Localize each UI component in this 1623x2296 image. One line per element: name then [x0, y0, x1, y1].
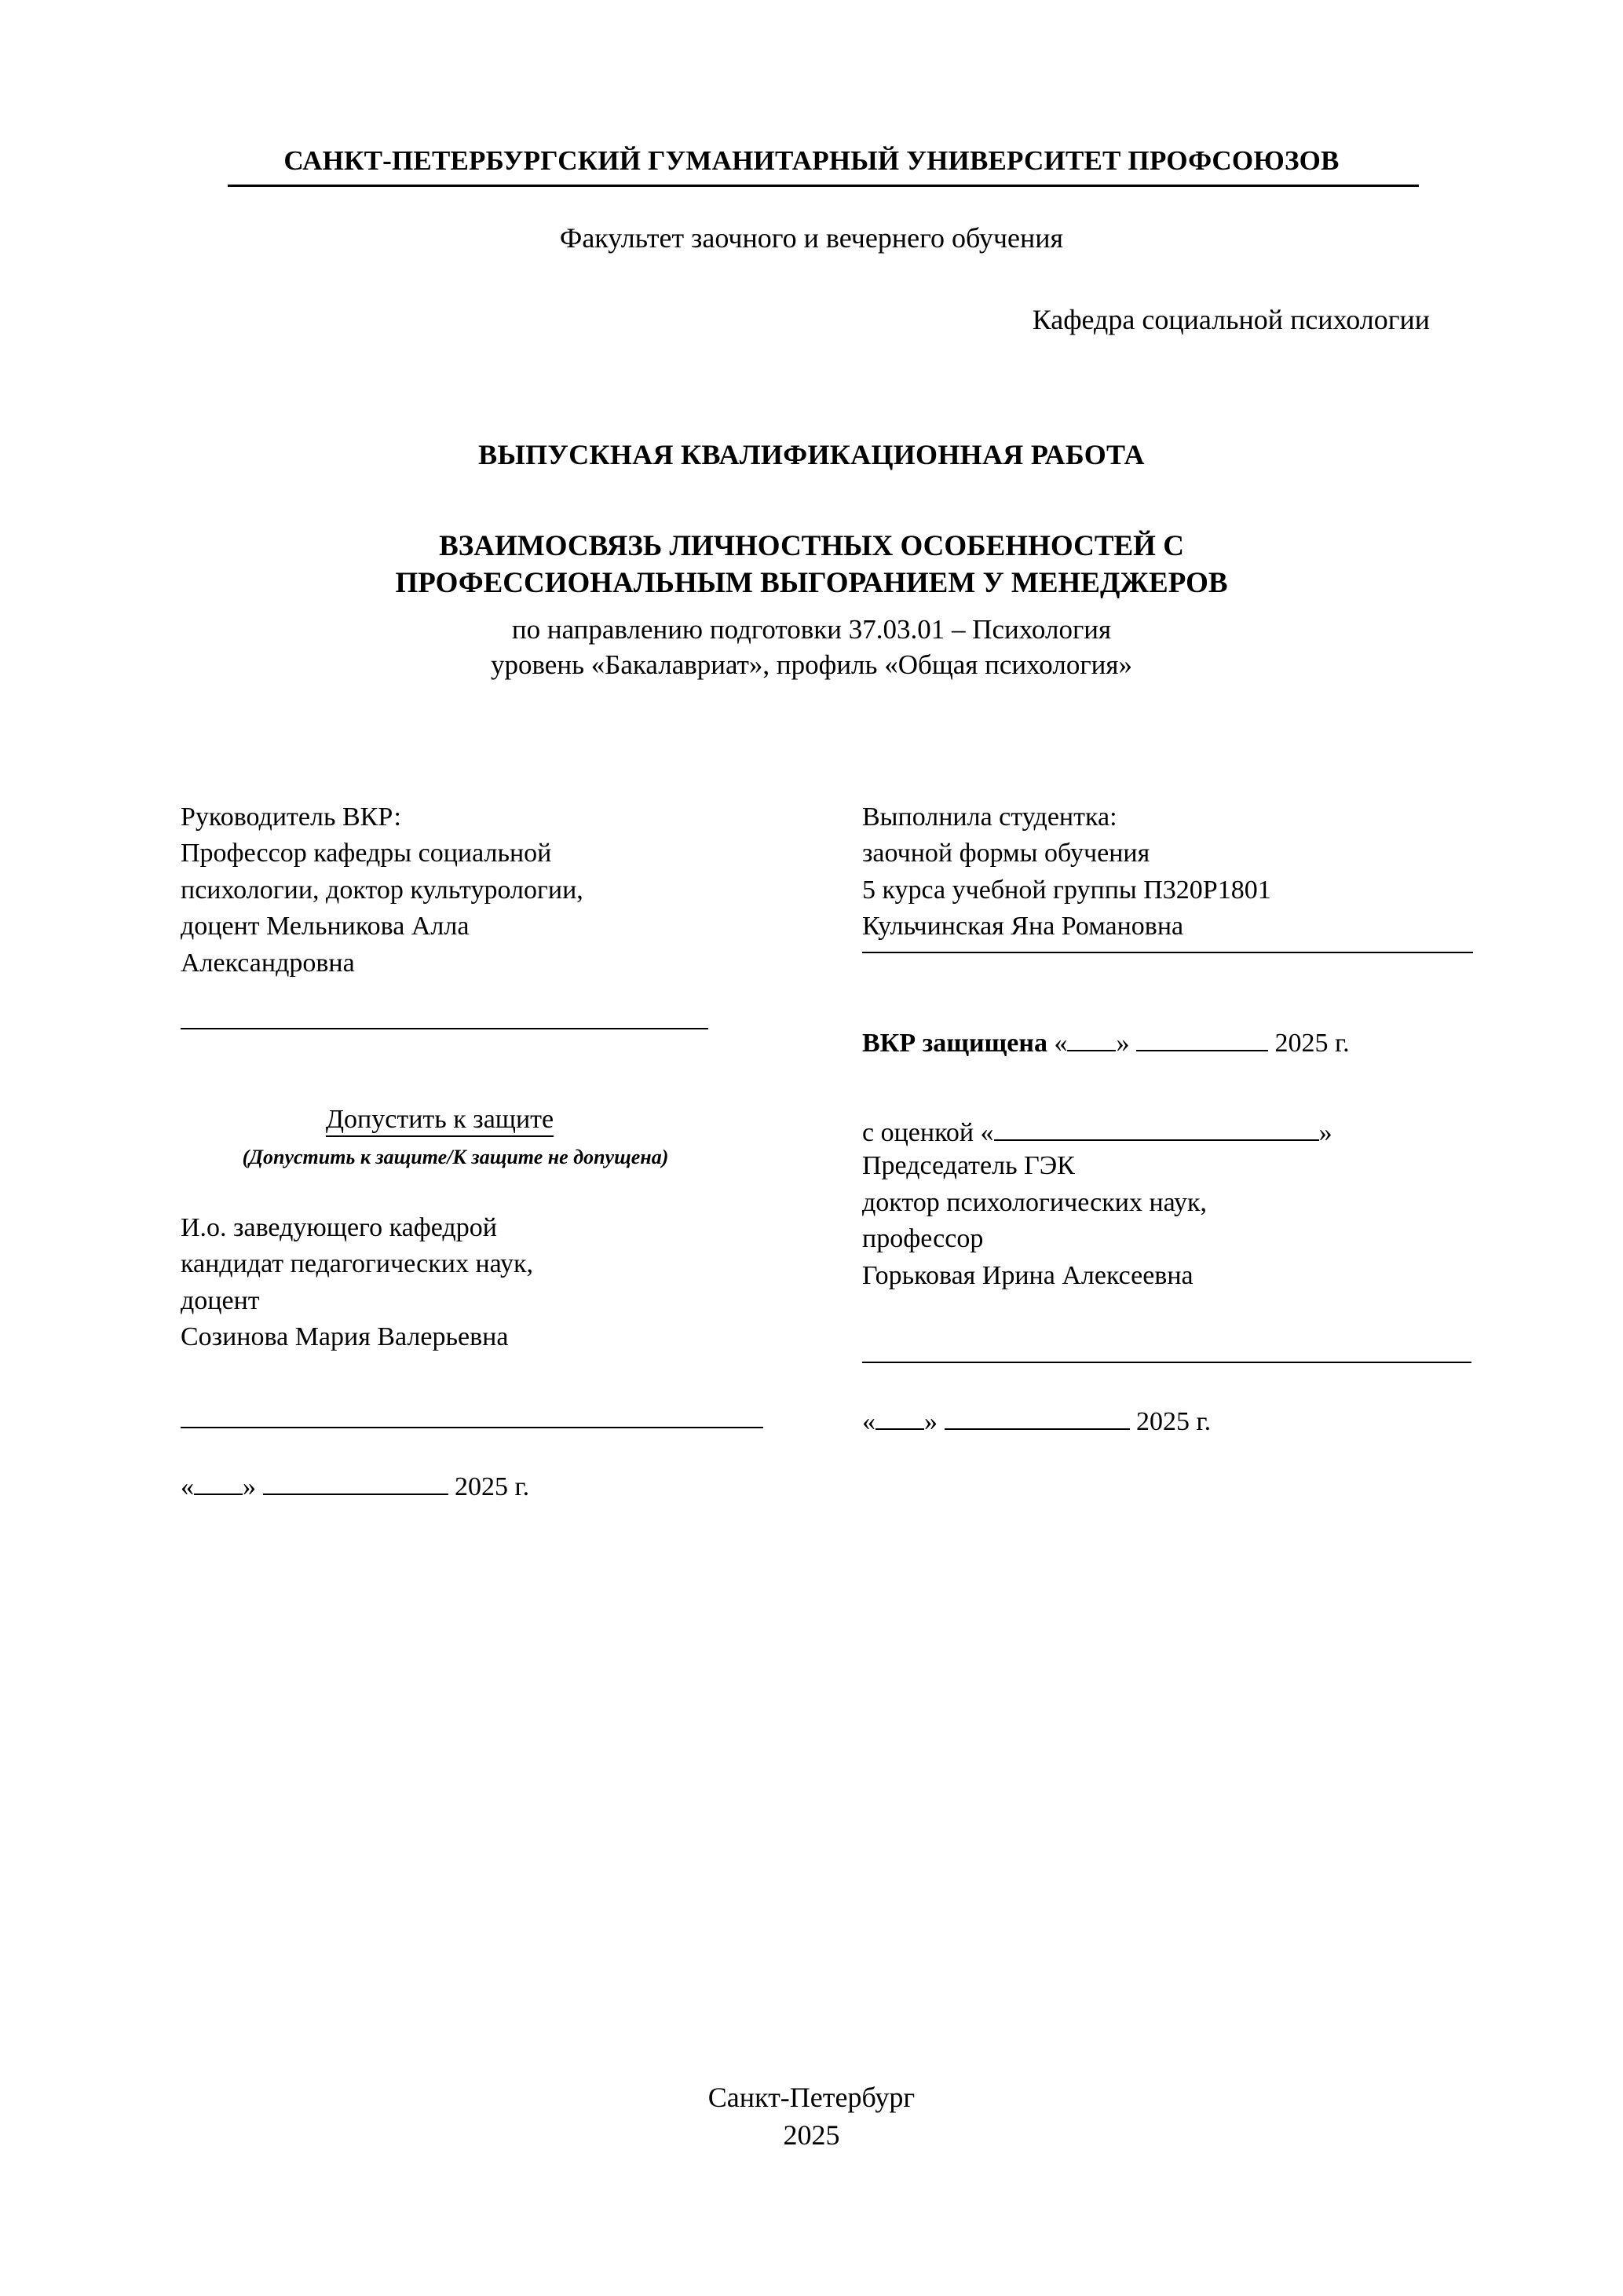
chair-line-2: доктор психологических наук, [862, 1187, 1208, 1217]
student-line-3: Кульчинская Яна Романовна [862, 912, 1184, 941]
defense-date-month-blank [945, 1428, 1130, 1430]
admission-date-quote-close: » [243, 1472, 256, 1501]
faculty-name: Факультет заочного и вечернего обучения [559, 222, 1064, 254]
supervisor-block [181, 799, 801, 1029]
program-info [181, 612, 1442, 683]
footer-year: 2025 [783, 2119, 840, 2152]
student-block [862, 799, 1473, 953]
header-divider [228, 185, 1419, 187]
admission-date-year: 2025 г. [455, 1472, 530, 1501]
department-name: Кафедра социальной психологии [1032, 304, 1430, 335]
mark-blank [994, 1139, 1319, 1141]
supervisor-line-2: психологии, доктор культурологии, [181, 875, 583, 905]
supervisor-line-4: Александровна [181, 949, 355, 978]
defense-date-line [862, 1029, 1473, 1058]
head-signature-line [181, 1427, 763, 1428]
mark-label: с оценкой « [862, 1118, 994, 1148]
chair-signature-line [862, 1362, 1471, 1363]
admission-date-quote-open: « [181, 1472, 194, 1501]
defense-date-day-blank [875, 1428, 924, 1430]
chair-line-3: профессор [862, 1224, 984, 1254]
admission-date [181, 1472, 801, 1502]
program-direction: по направлению подготовки 37.03.01 – Психология [511, 613, 1112, 645]
chair-line-1: Председатель ГЭК [862, 1151, 1075, 1181]
thesis-title-line-1: ВЗАИМОСВЯЗЬ ЛИЧНОСТНЫХ ОСОБЕННОСТЕЙ С [439, 530, 1184, 562]
student-line-2: 5 курса учебной группы П320Р1801 [862, 875, 1271, 905]
head-line-3: доцент [181, 1285, 260, 1315]
student-label: Выполнила студентка: [862, 802, 1117, 832]
defense-year: 2025 г. [1274, 1029, 1350, 1058]
footer-city: Санкт-Петербург [707, 2081, 916, 2113]
student-signature-line [862, 952, 1473, 953]
defense-quote-close: » [1116, 1029, 1130, 1058]
chair-line-4: Горьковая Ирина Алексеевна [862, 1260, 1193, 1290]
thesis-title-line-2: ПРОФЕССИОНАЛЬНЫМ ВЫГОРАНИЕМ У МЕНЕДЖЕРОВ [395, 567, 1228, 600]
admission-title [181, 1105, 699, 1135]
defense-date-quote-close: » [924, 1407, 938, 1437]
defense-month-blank [1136, 1050, 1268, 1051]
admission-note: (Допустить к защите/К защите не допущена) [242, 1145, 669, 1168]
defense-mark-line [862, 1118, 1473, 1148]
head-line-2: кандидат педагогических наук, [181, 1249, 534, 1279]
column-gap [801, 799, 862, 1502]
admission-month-blank [263, 1493, 448, 1495]
department-head-block [181, 1210, 801, 1428]
university-name: САНКТ-ПЕТЕРБУРГСКИЙ ГУМАНИТАРНЫЙ УНИВЕРСИТЕТ ПРОФСОЮЗОВ [283, 145, 1340, 176]
defense-date-quote-open: « [862, 1407, 875, 1437]
head-line-4: Созинова Мария Валерьевна [181, 1322, 509, 1352]
thesis-title [181, 528, 1442, 602]
left-column [181, 799, 801, 1502]
right-column [862, 799, 1473, 1502]
defense-day-blank [1067, 1050, 1116, 1051]
supervisor-label: Руководитель ВКР: [181, 802, 401, 832]
supervisor-line-3: доцент Мельникова Алла [181, 912, 470, 941]
head-line-1: И.о. заведующего кафедрой [181, 1212, 497, 1242]
supervisor-line-1: Профессор кафедры социальной [181, 839, 552, 868]
mark-quote-close: » [1318, 1118, 1332, 1148]
supervisor-signature-line [181, 1028, 708, 1029]
signature-columns [181, 799, 1442, 1502]
admission-day-blank [194, 1493, 243, 1495]
defense-date-year: 2025 г. [1136, 1407, 1212, 1437]
defense-label: ВКР защищена [862, 1029, 1047, 1058]
admission-title-text: Допустить к защите [326, 1105, 554, 1137]
program-level: уровень «Бакалавриат», профиль «Общая психология» [490, 649, 1132, 681]
footer [0, 2078, 1623, 2155]
student-line-1: заочной формы обучения [862, 839, 1150, 868]
defense-date-blank [862, 1407, 1473, 1437]
document-type: ВЫПУСКНАЯ КВАЛИФИКАЦИОННАЯ РАБОТА [478, 439, 1145, 470]
defense-quote-open: « [1054, 1029, 1068, 1058]
gek-chair-block [862, 1148, 1473, 1363]
